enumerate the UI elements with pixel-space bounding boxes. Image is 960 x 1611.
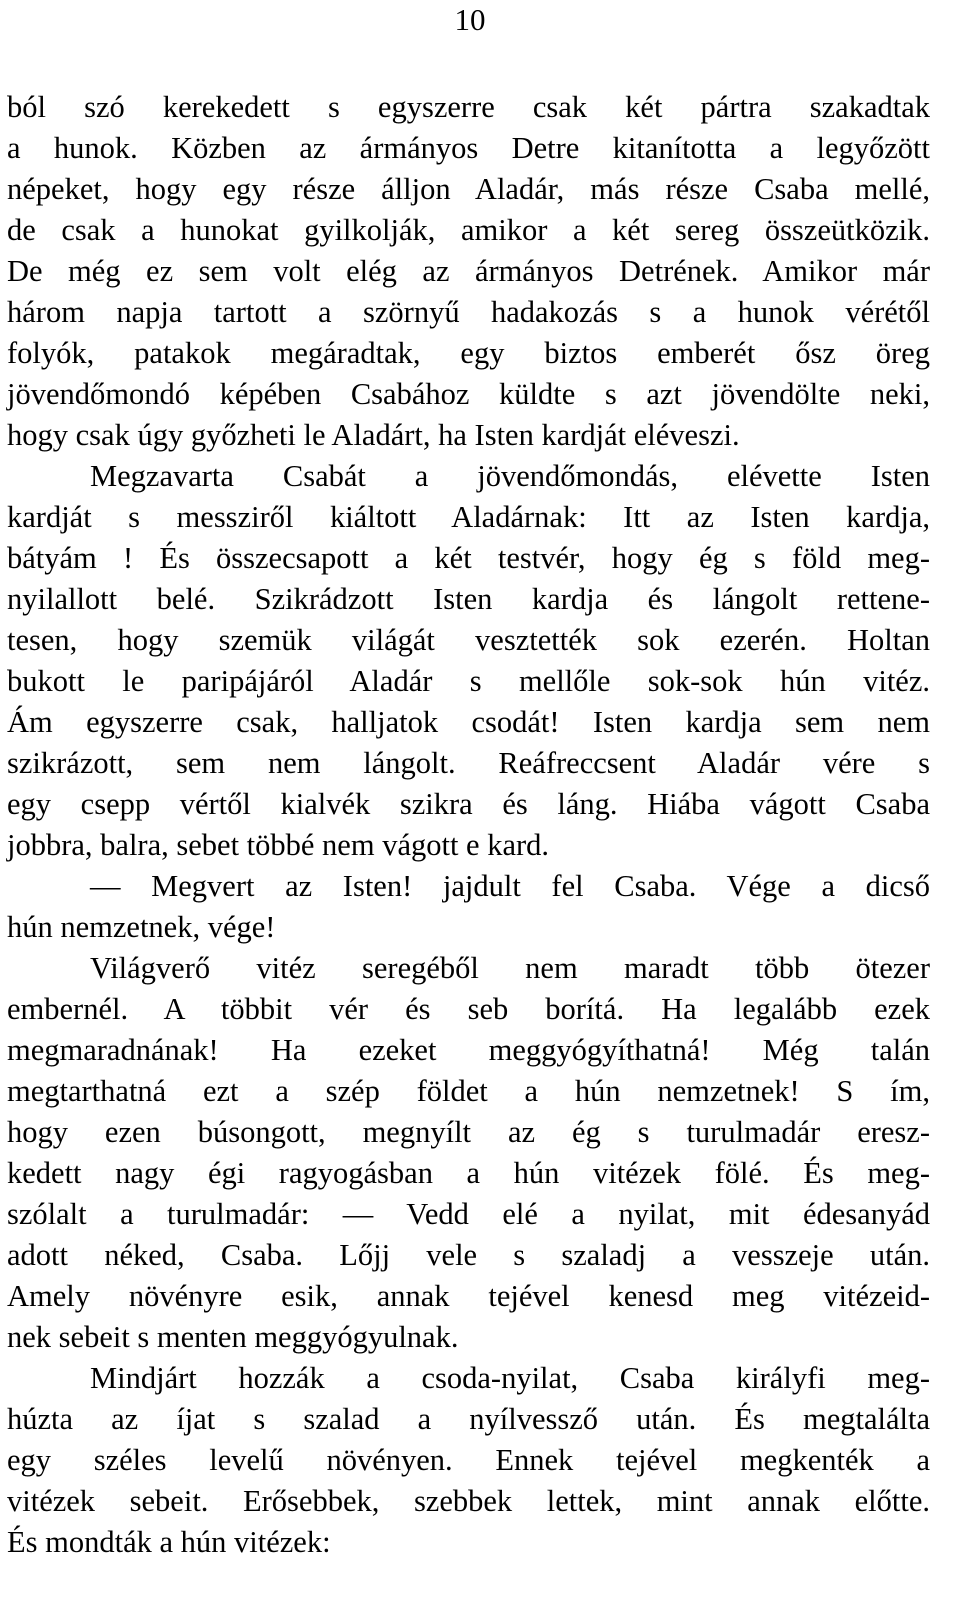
text-line: húzta az íjat s szalad a nyílvessző után. És megtalálta <box>7 1402 930 1436</box>
text-line: a hunok. Közben az ármányos Detre kitanította a legyőzött <box>7 131 930 165</box>
text-line: megtarthatná ezt a szép földet a hún nemzetnek! S ím, <box>7 1074 930 1108</box>
text-line: jobbra, balra, sebet többé nem vágott e kard. <box>7 828 550 862</box>
text-line: ból szó kerekedett s egyszerre csak két pártra szakadtak <box>7 90 930 124</box>
text-line: szólalt a turulmadár: — Vedd elé a nyilat, mit édesanyád <box>7 1197 930 1231</box>
text-line: egy csepp vértől kialvék szikra és láng. Hiába vágott Csaba <box>7 787 930 821</box>
text-line: Megzavarta Csabát a jövendőmondás, elévette Isten <box>90 459 930 493</box>
text-line: hogy ezen búsongott, megnyílt az ég s turulmadár eresz- <box>7 1115 930 1149</box>
text-line: megmaradnának! Ha ezeket meggyógyíthatná! Még talán <box>7 1033 930 1067</box>
text-line: hogy csak úgy győzheti le Aladárt, ha Isten kardját eléveszi. <box>7 418 740 452</box>
text-line: kedett nagy égi ragyogásban a hún vitézek fölé. És meg- <box>7 1156 930 1190</box>
text-line: tesen, hogy szemük világát vesztették sok ezerén. Holtan <box>7 623 930 657</box>
text-line: De még ez sem volt elég az ármányos Detrének. Amikor már <box>7 254 930 288</box>
body-text <box>7 87 930 1563</box>
text-line: Mindjárt hozzák a csoda-nyilat, Csaba királyfi meg- <box>90 1361 930 1395</box>
text-line: folyók, patakok megáradtak, egy biztos emberét ősz öreg <box>7 336 930 370</box>
text-line: bátyám ! És összecsapott a két testvér, hogy ég s föld meg- <box>7 541 930 575</box>
text-line: nek sebeit s menten meggyógyulnak. <box>7 1320 459 1354</box>
text-line: népeket, hogy egy része álljon Aladár, más része Csaba mellé, <box>7 172 930 206</box>
page-number: 10 <box>454 2 486 37</box>
text-line: három napja tartott a szörnyű hadakozás s a hunok vérétől <box>7 295 930 329</box>
text-line: kardját s messziről kiáltott Aladárnak: Itt az Isten kardja, <box>7 500 930 534</box>
text-line: Amely növényre esik, annak tejével kenesd meg vitézeid- <box>7 1279 930 1313</box>
text-line: vitézek sebeit. Erősebbek, szebbek lettek, mint annak előtte. <box>7 1484 930 1518</box>
text-line: egy széles levelű növényen. Ennek tejével megkenték a <box>7 1443 930 1477</box>
text-line: de csak a hunokat gyilkolják, amikor a két sereg összeütközik. <box>7 213 930 247</box>
text-line: jövendőmondó képében Csabához küldte s azt jövendölte neki, <box>7 377 930 411</box>
text-line: embernél. A többit vér és seb borítá. Ha legalább ezek <box>7 992 930 1026</box>
text-line: adott néked, Csaba. Lőjj vele s szaladj a vesszeje után. <box>7 1238 930 1272</box>
text-line: szikrázott, sem nem lángolt. Reáfreccsent Aladár vére s <box>7 746 930 780</box>
text-line: hún nemzetnek, vége! <box>7 910 276 944</box>
text-line: Világverő vitéz seregéből nem maradt több ötezer <box>90 951 930 985</box>
text-line: bukott le paripájáról Aladár s mellőle sok-sok hún vitéz. <box>7 664 930 698</box>
text-line: Ám egyszerre csak, halljatok csodát! Isten kardja sem nem <box>7 705 930 739</box>
text-line: — Megvert az Isten! jajdult fel Csaba. Vége a dicső <box>90 869 930 903</box>
text-line: nyilallott belé. Szikrádzott Isten kardja és lángolt rettene- <box>7 582 930 616</box>
text-line: És mondták a hún vitézek: <box>7 1525 331 1559</box>
